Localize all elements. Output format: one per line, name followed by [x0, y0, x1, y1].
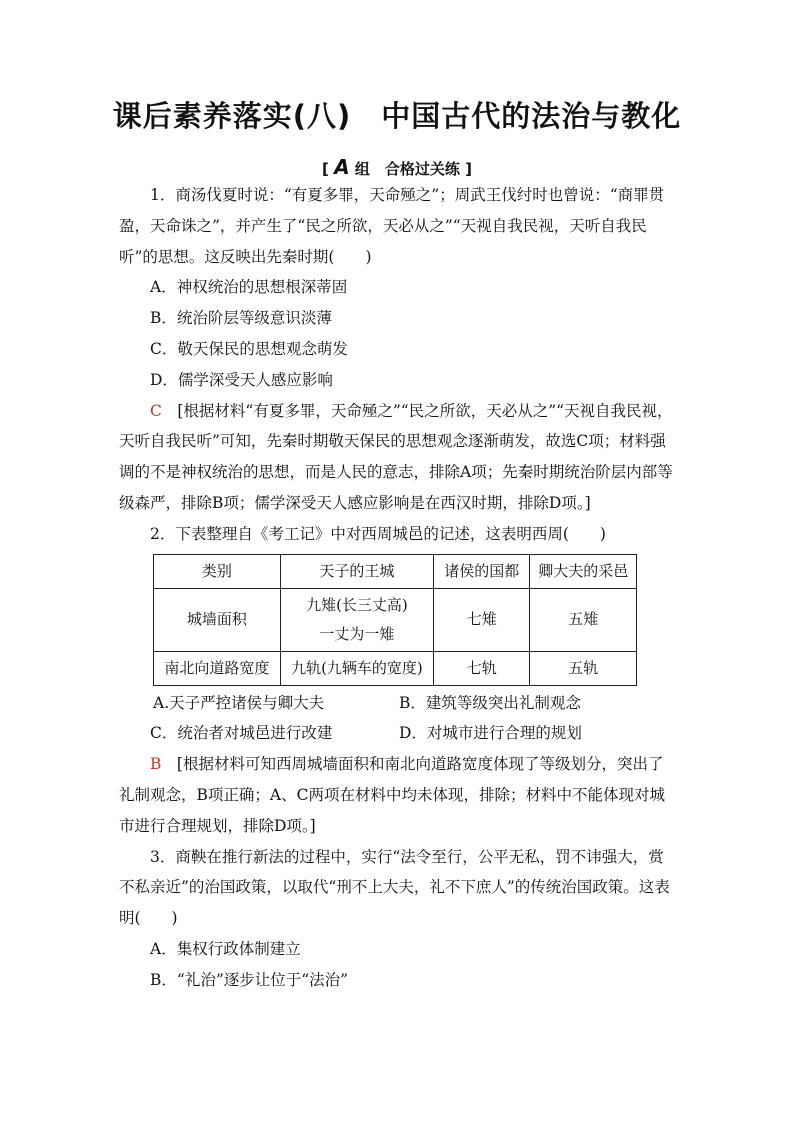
table-header-cell: 类别 [154, 554, 281, 588]
table-cell-line: 一丈为一雉 [319, 624, 395, 643]
table-cell: 九轨(九辆车的宽度) [280, 651, 433, 685]
q1-option-d: D．儒学深受天人感应影响 [150, 370, 333, 389]
table-cell: 五雉 [530, 588, 637, 651]
city-table [153, 554, 637, 686]
table-header-cell: 卿大夫的采邑 [530, 554, 637, 588]
q2-answer-block [119, 749, 675, 841]
q1-answer: C [150, 401, 162, 420]
q2-option-a: A.天子严控诸侯与卿大夫 [153, 693, 325, 712]
group-label: 组 合格过关练 [354, 160, 460, 178]
question-content [119, 180, 675, 996]
table-header-cell: 诸侯的国都 [434, 554, 530, 588]
q1-option-b: B．统治阶层等级意识淡薄 [150, 309, 332, 328]
q2-answer: B [150, 755, 162, 774]
table-header-row [154, 554, 637, 588]
group-letter: A [334, 155, 350, 179]
q2-option-d: D．对城市进行合理的规划 [399, 724, 582, 743]
table-header-cell: 天子的王城 [280, 554, 433, 588]
table-cell: 五轨 [530, 651, 637, 685]
q2-options-row-1 [119, 688, 675, 719]
q1-option-a: A．神权统治的思想根深蒂固 [150, 278, 348, 297]
q2-option-b: B．建筑等级突出礼制观念 [399, 693, 581, 712]
bracket-right: ] [465, 160, 472, 178]
q2-option-c: C．统治者对城邑进行改建 [150, 724, 333, 743]
table-cell: 七雉 [434, 588, 530, 651]
section-heading [0, 155, 794, 179]
q2-options-row-2 [119, 718, 675, 749]
table-cell: 南北向道路宽度 [154, 651, 281, 685]
page-title: 课后素养落实(八) 中国古代的法治与教化 [112, 99, 682, 133]
table-cell-line: 九雉(长三丈高) [306, 595, 408, 614]
bracket-left: [ [322, 160, 329, 178]
table-row [154, 651, 637, 685]
q2-stem: 2．下表整理自《考工记》中对西周城邑的记述，这表明西周( ) [150, 524, 606, 543]
q3-option-a: A．集权行政体制建立 [150, 939, 301, 958]
q3-option-b: B．“礼治”逐步让位于“法治” [150, 970, 349, 989]
q1-option-c: C．敬天保民的思想观念萌发 [150, 339, 348, 358]
q1-stem: 1．商汤伐夏时说：“有夏多罪，天命殛之”；周武王伐纣时也曾说：“商罪贯盈，天命诛之”，并产生了“民之所欲，天必从之”“天视自我民视，天听自我民听”的思想。这反映出先秦时期( ) [119, 186, 665, 266]
q1-answer-block [119, 396, 675, 519]
table-cell: 城墙面积 [154, 588, 281, 651]
q2-explanation: [根据材料可知西周城墙面积和南北向道路宽度体现了等级划分，突出了礼制观念，B项正确；A、C两项在材料中均未体现，排除；材料中不能体现对城市进行合理规划，排除D项。] [119, 755, 665, 835]
table-cell [280, 588, 433, 651]
q3-stem: 3．商鞅在推行新法的过程中，实行“法令至行，公平无私，罚不讳强大，赏不私亲近”的治国政策，以取代“刑不上大夫，礼不下庶人”的传统治国政策。这表明( ) [119, 847, 670, 928]
q1-explanation: [根据材料“有夏多罪，天命殛之”“民之所欲，天必从之”“天视自我民视，天听自我民听”可知，先秦时期敬天保民的思想观念逐渐萌发，故选C项；材料强调的不是神权统治的思想，而是人民的意志，排除A项；先秦时期统治阶层内部等级森严，排除B项；儒学深受天人感应影响是在西汉时期，排除D项。] [119, 401, 673, 512]
table-cell: 七轨 [434, 651, 530, 685]
table-row [154, 588, 637, 651]
